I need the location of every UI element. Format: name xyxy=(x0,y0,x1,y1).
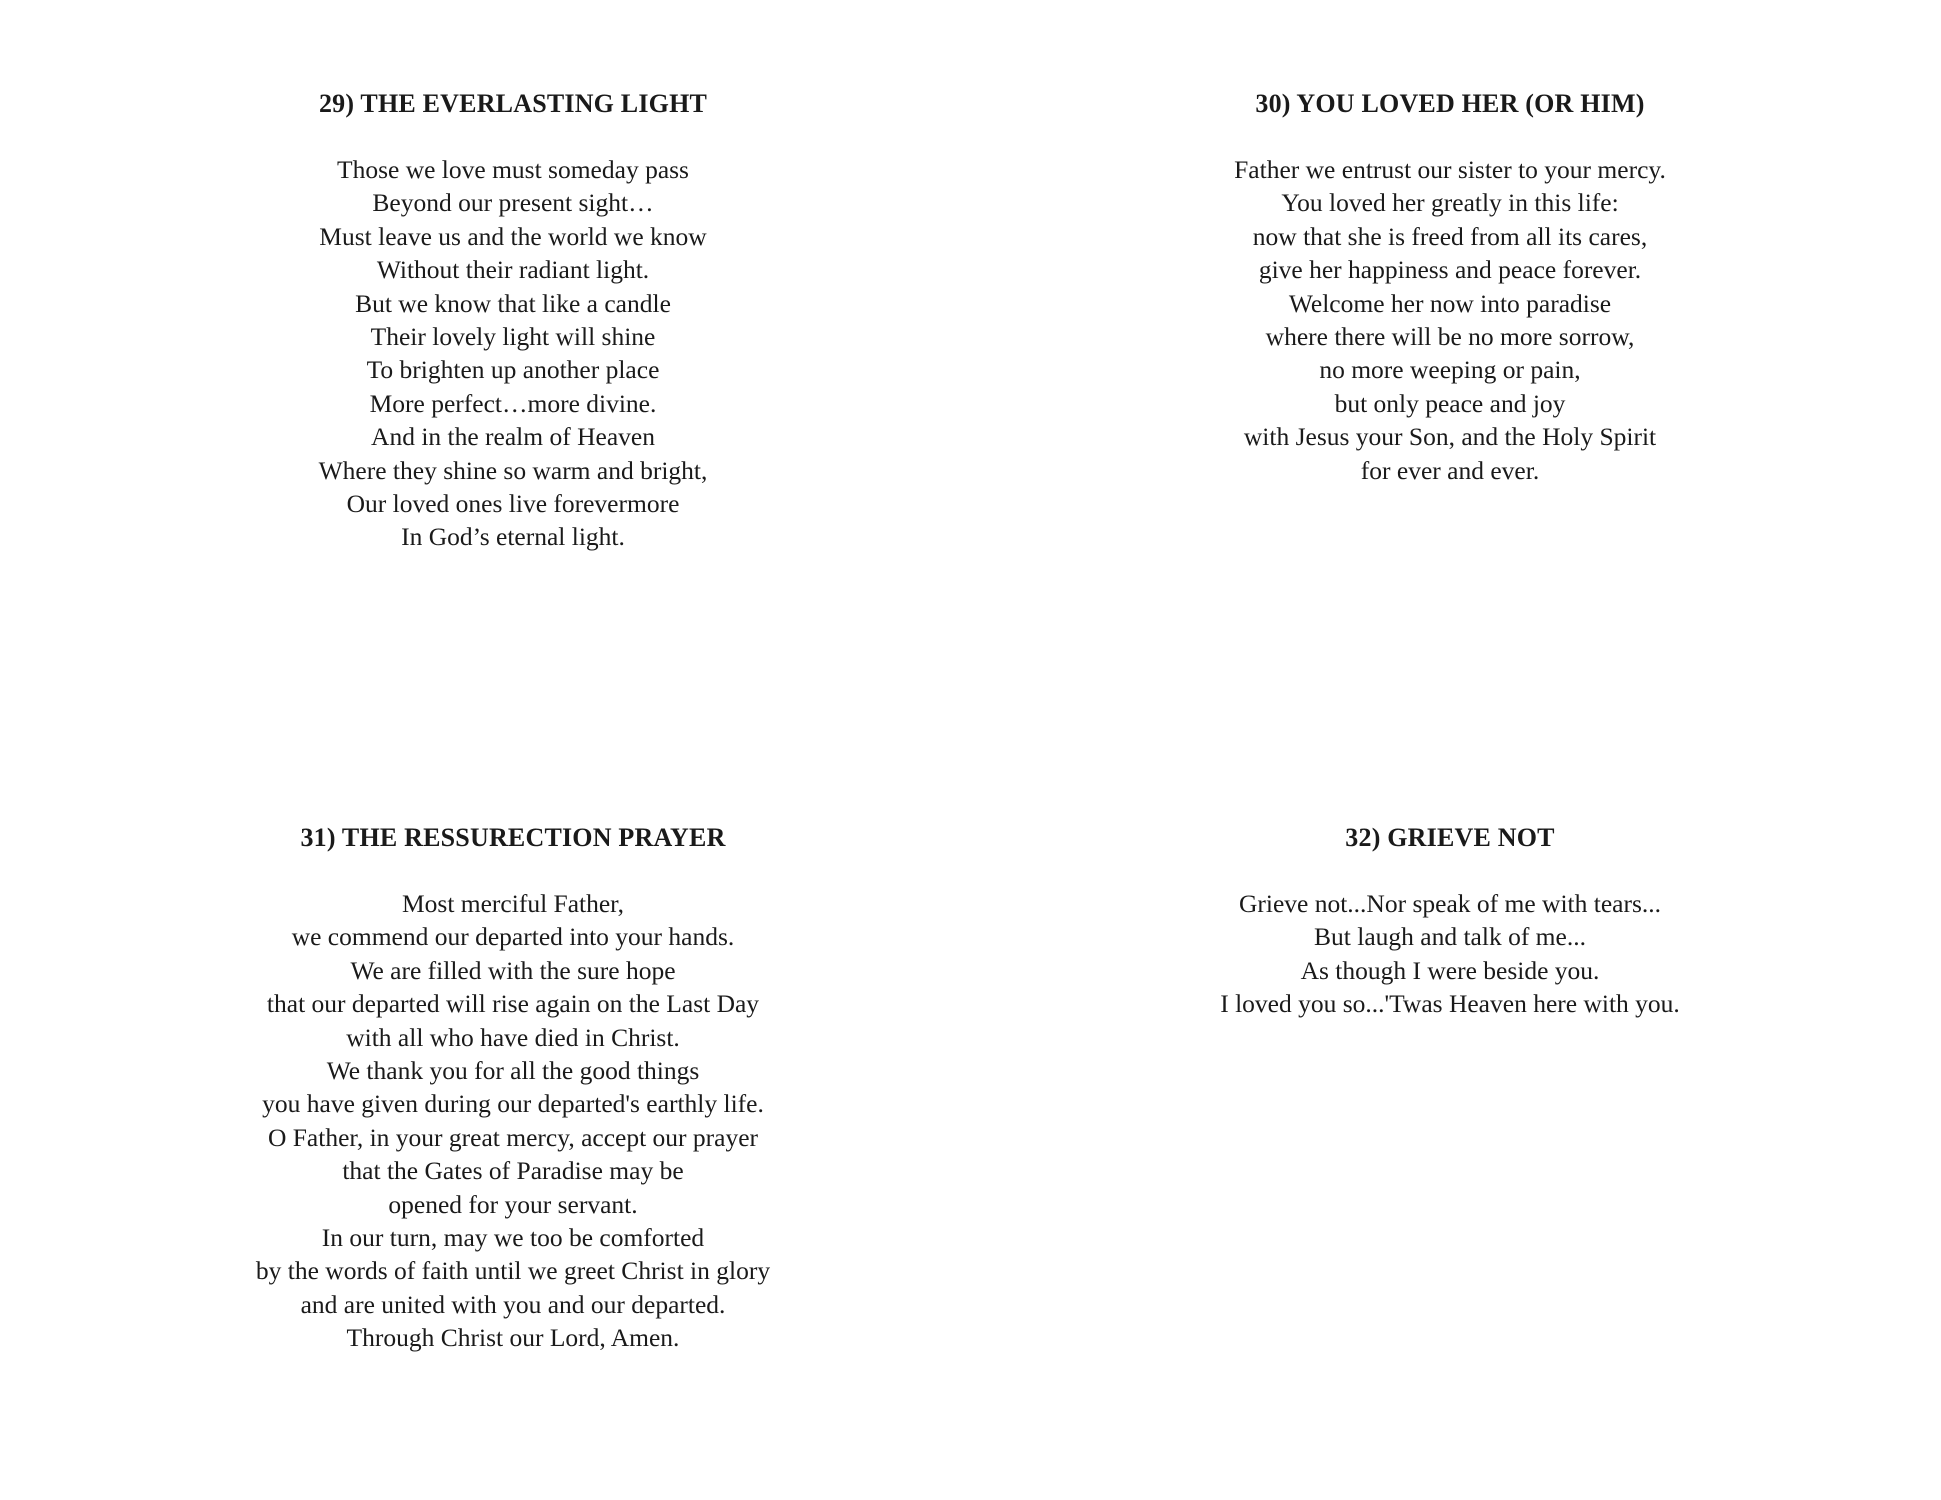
prayer-title: 32) GRIEVE NOT xyxy=(1345,823,1555,852)
prayer-line: where there will be no more sorrow, xyxy=(1265,322,1635,352)
prayer-line: Where they shine so warm and bright, xyxy=(318,455,708,485)
prayer-29-section xyxy=(213,88,813,554)
prayer-line: by the words of faith until we greet Christ in glory xyxy=(255,1256,771,1286)
prayer-32-section xyxy=(1150,822,1750,1021)
prayer-line: Welcome her now into paradise xyxy=(1288,288,1612,318)
prayer-line: now that she is freed from all its cares, xyxy=(1252,221,1648,251)
prayer-line: Beyond our present sight… xyxy=(372,188,654,218)
prayer-text xyxy=(213,153,813,554)
prayer-line: opened for your servant. xyxy=(388,1189,638,1219)
prayer-line: In our turn, may we too be comforted xyxy=(321,1223,705,1253)
prayer-30-section xyxy=(1150,88,1750,487)
prayer-line: Through Christ our Lord, Amen. xyxy=(346,1323,680,1353)
prayer-line: with Jesus your Son, and the Holy Spirit xyxy=(1243,422,1657,452)
prayer-line: Grieve not...Nor speak of me with tears... xyxy=(1238,889,1662,918)
prayer-line: and are united with you and our departed. xyxy=(300,1289,726,1319)
prayer-title: 31) THE RESSURECTION PRAYER xyxy=(300,823,726,852)
prayer-line: To brighten up another place xyxy=(366,355,660,385)
prayer-line: As though I were beside you. xyxy=(1300,955,1600,985)
prayer-line: O Father, in your great mercy, accept our prayer xyxy=(267,1122,759,1152)
prayer-title: 29) THE EVERLASTING LIGHT xyxy=(318,89,708,118)
prayer-line: I loved you so...'Twas Heaven here with you. xyxy=(1220,989,1680,1019)
prayer-line: Their lovely light will shine xyxy=(370,322,656,352)
prayer-line: We are filled with the sure hope xyxy=(350,955,676,985)
prayer-line: but only peace and joy xyxy=(1334,388,1566,418)
prayer-text xyxy=(1150,887,1750,1021)
prayer-line: Our loved ones live forevermore xyxy=(346,489,680,519)
prayer-line: Most merciful Father, xyxy=(401,889,625,918)
prayer-line: with all who have died in Christ. xyxy=(346,1022,680,1052)
prayer-line: More perfect…more divine. xyxy=(369,388,657,418)
prayer-line: We thank you for all the good things xyxy=(326,1056,700,1086)
prayer-line: give her happiness and peace forever. xyxy=(1258,255,1642,285)
prayer-line: no more weeping or pain, xyxy=(1319,355,1581,385)
prayer-line: You loved her greatly in this life: xyxy=(1281,188,1619,218)
prayer-line: And in the realm of Heaven xyxy=(371,422,655,452)
prayer-line: In God’s eternal light. xyxy=(401,522,625,552)
prayer-title: 30) YOU LOVED HER (OR HIM) xyxy=(1255,89,1645,118)
prayer-line: But laugh and talk of me... xyxy=(1314,922,1586,952)
prayer-line: for ever and ever. xyxy=(1360,455,1540,485)
prayer-line: Father we entrust our sister to your mercy. xyxy=(1234,155,1666,184)
prayer-line: that the Gates of Paradise may be xyxy=(342,1156,684,1186)
prayer-line: we commend our departed into your hands. xyxy=(291,922,735,952)
prayer-text xyxy=(213,887,813,1355)
prayer-line: that our departed will rise again on the Last Day xyxy=(266,989,760,1019)
prayer-line: But we know that like a candle xyxy=(355,288,671,318)
prayer-line: Must leave us and the world we know xyxy=(319,221,707,251)
prayer-line: you have given during our departed's earthly life. xyxy=(262,1089,764,1119)
prayer-text xyxy=(1150,153,1750,487)
prayer-line: Those we love must someday pass xyxy=(337,155,689,184)
prayer-31-section xyxy=(213,822,813,1355)
prayer-line: Without their radiant light. xyxy=(376,255,650,285)
